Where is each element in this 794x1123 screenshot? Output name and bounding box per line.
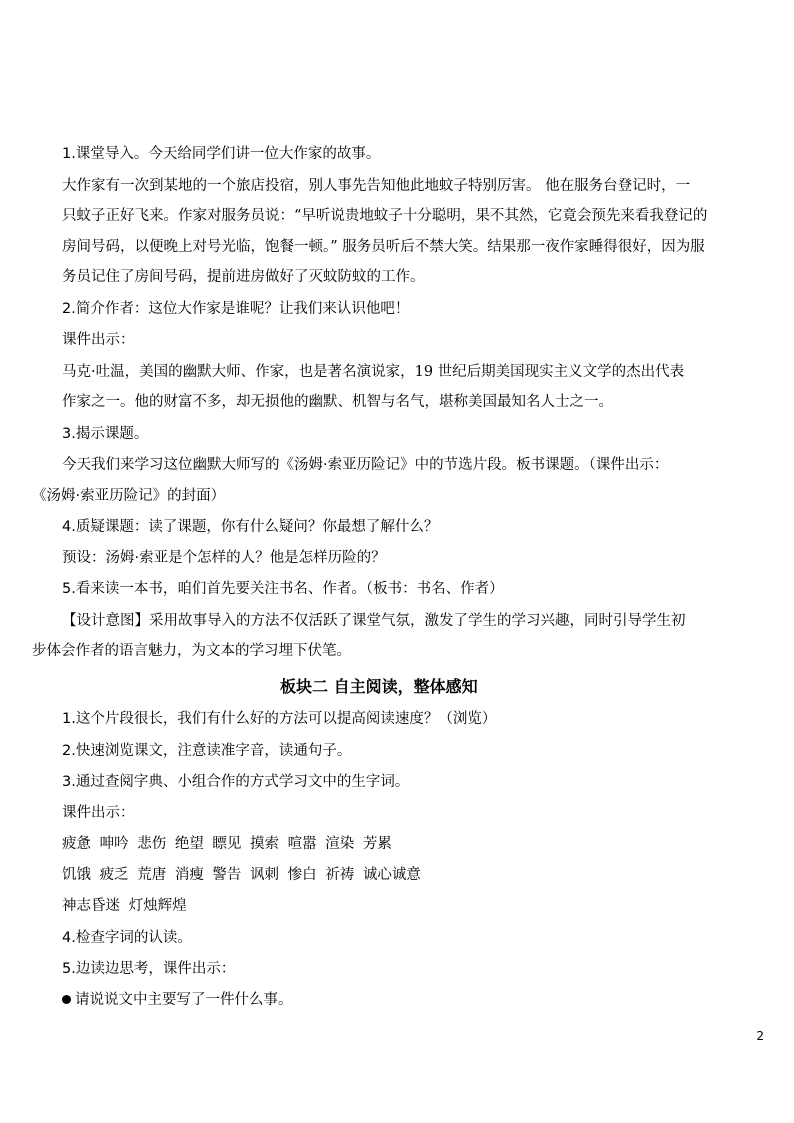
vocab-row-1: 疲惫 呻吟 悲伤 绝望 瞟见 摸索 喧嚣 渲染 芳累 [62, 836, 392, 852]
intro-item-2: 2.简介作者：这位大作家是谁呢？让我们来认识他吧！ [62, 301, 410, 317]
design-intent-label: 【设计意图】 [62, 613, 149, 629]
topic-line-2: 《汤姆·索亚历险记》的封面） [32, 488, 226, 504]
section-item-2: 2.快速浏览课文，注意读准字音，读通句子。 [62, 743, 352, 759]
page-number: 2 [756, 1029, 764, 1043]
intro-item-3: 3.揭示课题。 [62, 426, 149, 442]
story-line-4: 务员记住了房间号码，提前进房做好了灭蚊防蚊的工作。 [62, 269, 425, 285]
design-intent-line-1 [62, 611, 686, 631]
preset-text: 预设：汤姆·索亚是个怎样的人？他是怎样历险的？ [62, 550, 386, 566]
intro-item-1: 1.课堂导入。今天给同学们讲一位大作家的故事。 [62, 146, 381, 162]
bullet-dot-icon [62, 995, 71, 1004]
intro-item-5: 5.看来读一本书，咱们首先要关注书名、作者。（板书：书名、作者） [62, 581, 504, 597]
vocab-row-3: 神志昏迷 灯烛辉煌 [62, 898, 187, 914]
bullet-item [62, 990, 293, 1010]
vocab-row-2: 饥饿 疲乏 荒唐 消瘦 警告 讽刺 惨白 祈祷 诚心诚意 [62, 867, 421, 883]
courseware-label-1: 课件出示： [62, 332, 135, 348]
intro-item-4: 4.质疑课题：读了课题，你有什么疑问？你最想了解什么？ [62, 519, 439, 535]
design-intent-line-2: 步体会作者的语言魅力，为文本的学习埋下伏笔。 [32, 643, 351, 659]
section-item-3: 3.通过查阅字典、小组合作的方式学习文中的生字词。 [62, 774, 410, 790]
author-line-2: 作家之一。他的财富不多，却无损他的幽默、机智与名气，堪称美国最知名人士之一。 [62, 394, 613, 410]
topic-line-1: 今天我们来学习这位幽默大师写的《汤姆·索亚历险记》中的节选片段。板书课题。（课件出示： [62, 457, 669, 473]
section-heading: 板块二 自主阅读，整体感知 [280, 677, 478, 696]
author-line-1: 马克·吐温，美国的幽默大师、作家，也是著名演说家，19 世纪后期美国现实主义文学的杰出代表 [62, 364, 685, 380]
story-line-2: 只蚊子正好飞来。作家对服务员说：“早听说贵地蚊子十分聪明，果不其然，它竟会预先来看我登记的 [62, 208, 708, 224]
section-item-5: 5.边读边思考，课件出示： [62, 961, 236, 977]
story-line-1: 大作家有一次到某地的一个旅店投宿，别人事先告知他此地蚊子特别厉害。 他在服务台登记时，一 [62, 178, 691, 194]
section-item-1: 1.这个片段很长，我们有什么好的方法可以提高阅读速度？（浏览） [62, 711, 497, 727]
bullet-text: 请说说文中主要写了一件什么事。 [75, 992, 293, 1008]
design-intent-text-1: 采用故事导入的方法不仅活跃了课堂气氛，激发了学生的学习兴趣，同时引导学生初 [149, 613, 686, 629]
section-item-4: 4.检查字词的认读。 [62, 930, 192, 946]
story-line-3: 房间号码，以便晚上对号光临，饱餐一顿。” 服务员听后不禁大笑。结果那一夜作家睡得很好，因为服 [62, 239, 705, 255]
courseware-label-2: 课件出示： [62, 805, 135, 821]
